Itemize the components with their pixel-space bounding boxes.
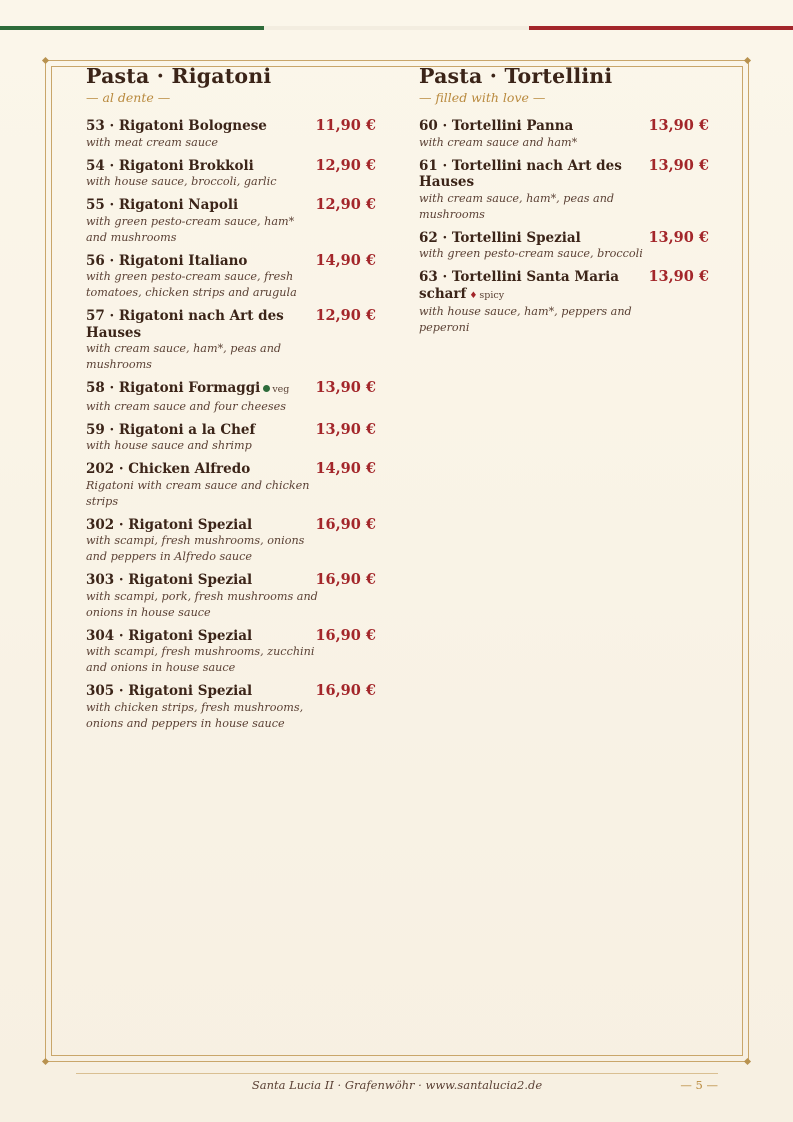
menu-item-description: with house sauce, broccoli, garlic xyxy=(86,175,277,188)
menu-item-price: 11,90 € xyxy=(315,117,376,134)
menu-item-description: with scampi, fresh mushrooms, onions and peppers in Alfredo sauce xyxy=(86,534,305,563)
menu-item-name xyxy=(86,197,314,214)
flag-red-stripe xyxy=(529,26,793,30)
section-subtitle: — filled with love — xyxy=(419,90,546,105)
menu-item-name-text: 60 · Tortellini Panna xyxy=(419,118,574,134)
menu-item-name-text: 304 · Rigatoni Spezial xyxy=(86,627,253,644)
menu-item xyxy=(86,253,376,302)
menu-item-name-text: 302 · Rigatoni Spezial xyxy=(86,516,253,533)
menu-item-description: with cream sauce and ham* xyxy=(419,135,578,149)
menu-item xyxy=(86,517,376,566)
section-title: Pasta · Rigatoni xyxy=(86,64,272,88)
menu-item-price: 14,90 € xyxy=(315,460,376,477)
menu-item-name-text: 202 · Chicken Alfredo xyxy=(86,461,251,477)
menu-item-price: 13,90 € xyxy=(648,228,709,246)
menu-item-price: 12,90 € xyxy=(315,156,376,174)
flag-white-stripe xyxy=(264,26,529,30)
menu-item-description: with chicken strips, fresh mushrooms, onions and peppers in house sauce xyxy=(86,700,304,730)
menu-item-list xyxy=(419,118,709,336)
menu-item-name xyxy=(86,628,314,645)
red-diamond-icon: ♦ xyxy=(469,290,478,301)
menu-item-price: 13,90 € xyxy=(648,156,709,174)
menu-item-name xyxy=(86,158,314,175)
menu-item-list xyxy=(86,118,376,732)
menu-item-price: 13,90 € xyxy=(315,379,376,396)
menu-item-description: with meat cream sauce xyxy=(86,135,218,149)
menu-item-description: with green pesto-cream sauce, broccoli xyxy=(419,247,643,260)
menu-item xyxy=(86,422,376,455)
menu-item-description: with house sauce and shrimp xyxy=(86,439,252,452)
menu-item-name-text: 57 · Rigatoni nach Art des Hauses xyxy=(86,308,284,341)
menu-section-rigatoni xyxy=(86,64,376,739)
menu-item-name xyxy=(86,253,314,270)
menu-item-description: with cream sauce, ham*, peas and mushrooms xyxy=(419,191,615,221)
menu-item-name xyxy=(86,118,314,135)
menu-item-description: with scampi, pork, fresh mushrooms and onions in house sauce xyxy=(86,589,318,619)
menu-item xyxy=(86,118,376,151)
menu-item xyxy=(86,628,376,677)
menu-item-price: 13,90 € xyxy=(648,117,709,134)
menu-item-name xyxy=(419,230,647,247)
menu-item-name xyxy=(86,422,314,439)
corner-ornament-icon xyxy=(744,1058,751,1065)
green-dot-icon xyxy=(263,385,270,392)
menu-item xyxy=(86,572,376,621)
menu-item-description: Rigatoni with cream sauce and chicken strips xyxy=(86,478,310,508)
menu-item-price: 12,90 € xyxy=(315,307,376,324)
section-title: Pasta · Tortellini xyxy=(419,64,613,88)
menu-item-description: with green pesto-cream sauce, fresh tomatoes, chicken strips and arugula xyxy=(86,270,297,299)
menu-item xyxy=(86,380,376,415)
menu-item-name-text: 303 · Rigatoni Spezial xyxy=(86,572,253,588)
menu-item-name xyxy=(86,683,314,700)
menu-item-name-text: 61 · Tortellini nach Art des Hauses xyxy=(419,157,622,190)
menu-item-price: 14,90 € xyxy=(315,251,376,269)
dietary-tag: veg xyxy=(272,384,290,395)
menu-item-name xyxy=(86,308,314,341)
menu-item xyxy=(86,197,376,246)
dietary-tag: spicy xyxy=(479,289,505,301)
menu-item-description: with scampi, fresh mushrooms, zucchini and onions in house sauce xyxy=(86,645,315,674)
page-number: — 5 — xyxy=(680,1078,718,1092)
menu-item-price: 13,90 € xyxy=(648,268,709,285)
menu-item-name-text: 54 · Rigatoni Brokkoli xyxy=(86,157,254,174)
flag-green-stripe xyxy=(0,26,264,30)
menu-item xyxy=(86,461,376,510)
menu-item-description: with house sauce, ham*, peppers and peperoni xyxy=(419,305,632,334)
menu-item-name-text: 305 · Rigatoni Spezial xyxy=(86,683,253,699)
menu-item xyxy=(419,230,709,263)
menu-item-name xyxy=(419,158,647,191)
menu-item-price: 12,90 € xyxy=(315,196,376,213)
menu-item-price: 13,90 € xyxy=(315,420,376,438)
footer-text: Santa Lucia II · Grafenwöhr · www.santalucia2.de xyxy=(251,1078,543,1092)
menu-item-name xyxy=(419,118,647,135)
menu-item xyxy=(86,158,376,191)
menu-item xyxy=(419,158,709,223)
menu-item-name-text: 53 · Rigatoni Bolognese xyxy=(86,118,267,134)
menu-item-price: 16,90 € xyxy=(315,626,376,644)
menu-item-name xyxy=(86,461,314,478)
section-subtitle: — al dente — xyxy=(86,90,171,105)
menu-item-name-text: 62 · Tortellini Spezial xyxy=(419,229,581,246)
menu-item-name-text: 59 · Rigatoni a la Chef xyxy=(86,421,256,438)
menu-item-name xyxy=(419,269,647,304)
footer-divider xyxy=(76,1073,718,1074)
menu-item-description: with green pesto-cream sauce, ham* and mushrooms xyxy=(86,214,295,244)
menu-item-description: with cream sauce, ham*, peas and mushrooms xyxy=(86,342,282,371)
menu-item-name-text: 55 · Rigatoni Napoli xyxy=(86,197,239,213)
menu-item-price: 16,90 € xyxy=(315,571,376,588)
italian-flag-bar xyxy=(0,26,793,30)
menu-item-price: 16,90 € xyxy=(315,515,376,533)
menu-item xyxy=(419,269,709,336)
menu-item-name xyxy=(86,572,314,589)
menu-item xyxy=(86,308,376,373)
menu-item-name-text: 56 · Rigatoni Italiano xyxy=(86,252,248,269)
menu-item xyxy=(419,118,709,151)
menu-item-name xyxy=(86,517,314,534)
menu-item-price: 16,90 € xyxy=(315,682,376,699)
menu-item-name-text: 63 · Tortellini Santa Maria scharf xyxy=(419,269,620,302)
menu-item xyxy=(86,683,376,732)
menu-section-tortellini xyxy=(419,64,709,343)
menu-item-name-text: 58 · Rigatoni Formaggi xyxy=(86,380,261,396)
menu-item-name xyxy=(86,380,314,399)
menu-item-description: with cream sauce and four cheeses xyxy=(86,399,286,413)
